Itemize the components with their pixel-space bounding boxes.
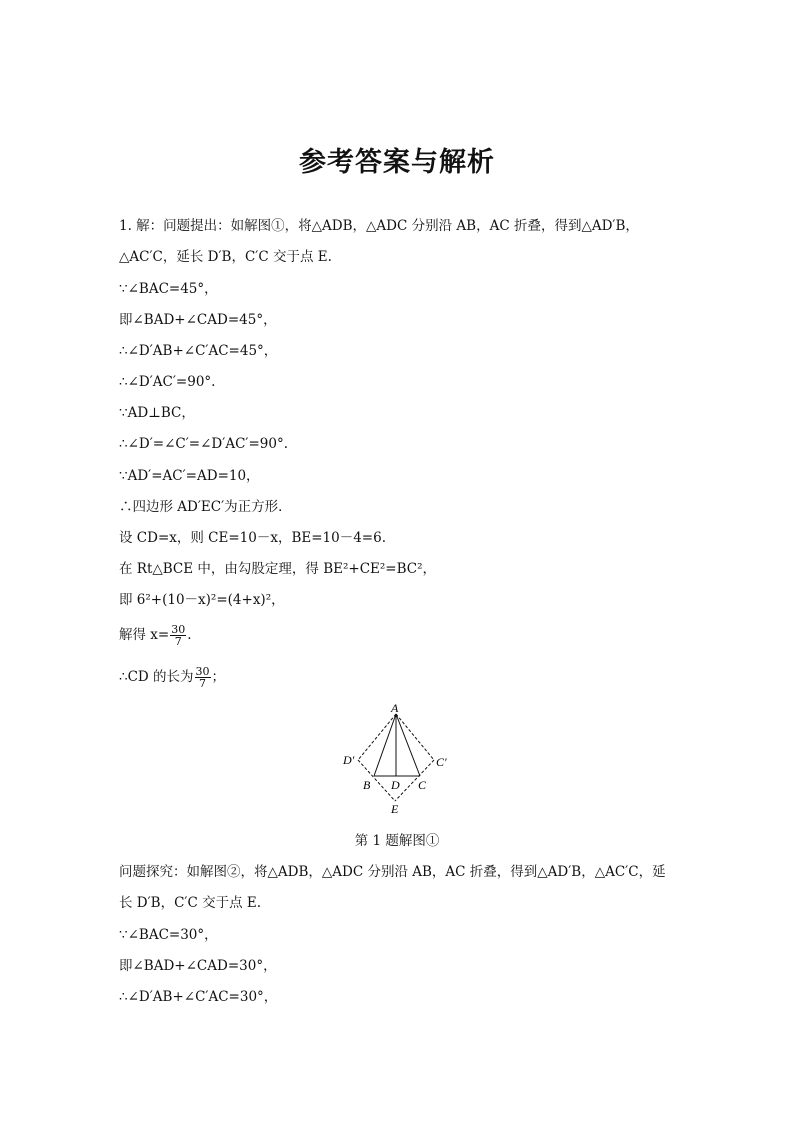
geometry-figure <box>340 700 460 820</box>
fraction-numerator: 30 <box>195 665 210 678</box>
edge-ab <box>374 714 396 776</box>
dashed-edge-ac-prime <box>396 714 434 760</box>
label-b: B <box>363 778 371 792</box>
label-c: C <box>418 778 427 792</box>
solution-line: 即 6²+(10－x)²=(4+x)²， <box>119 592 285 608</box>
solve-prefix: 解得 x= <box>119 627 170 643</box>
solve-line <box>119 624 192 647</box>
solution-line: 在 Rt△BCE 中，由勾股定理，得 BE²+CE²=BC²， <box>119 561 437 577</box>
fraction-numerator: 30 <box>171 623 186 636</box>
fraction <box>170 624 186 647</box>
label-e: E <box>391 802 399 816</box>
dashed-edge-c-prime-e <box>395 760 434 801</box>
label-a: A <box>391 701 399 715</box>
solution-line: 设 CD=x，则 CE=10－x，BE=10－4=6. <box>119 530 386 546</box>
solution-line: ∵AD⊥BC， <box>119 405 195 421</box>
label-d: D <box>391 778 400 792</box>
solution-line: ∴四边形 AD′EC′为正方形． <box>119 499 292 515</box>
solution-line: ∵∠BAC=45°， <box>119 281 218 297</box>
figure-caption: 第 1 题解图① <box>354 833 440 849</box>
solve-suffix: . <box>187 627 192 643</box>
page-title: 参考答案与解析 <box>299 147 495 178</box>
solution-line: ∴∠D′AB+∠C′AC=45°， <box>119 343 278 359</box>
fraction <box>195 666 211 689</box>
cd-suffix: ； <box>211 669 226 685</box>
solution-line: ∵AD′=AC′=AD=10， <box>119 468 260 484</box>
dashed-edge-ad-prime <box>358 714 396 760</box>
solution-line: ∵∠BAC=30°， <box>119 927 218 943</box>
solution-line: 长 D′B，C′C 交于点 E. <box>119 895 262 911</box>
label-c-prime: C′ <box>436 755 447 769</box>
edge-ac <box>396 714 420 776</box>
fraction-denominator: 7 <box>199 677 207 690</box>
solution-line: 即∠BAD+∠CAD=30°， <box>119 958 277 974</box>
solution-line: 1. 解：问题提出：如解图①，将△ADB，△ADC 分别沿 AB，AC 折叠，得到△AD′B， <box>119 218 639 234</box>
solution-line: 问题探究：如解图②，将△ADB，△ADC 分别沿 AB，AC 折叠，得到△AD′B，△AC′C，延 <box>119 864 666 880</box>
solution-line: ∴∠D′=∠C′=∠D′AC′=90°. <box>119 436 288 452</box>
cd-length-line <box>119 666 225 689</box>
solution-line: ∴∠D′AB+∠C′AC=30°， <box>119 989 278 1005</box>
solution-line: △AC′C，延长 D′B，C′C 交于点 E. <box>119 249 332 265</box>
label-d-prime: D′ <box>343 753 355 767</box>
solution-line: ∴∠D′AC′=90°. <box>119 374 216 390</box>
solution-line: 即∠BAD+∠CAD=45°， <box>119 312 277 328</box>
cd-prefix: ∴CD 的长为 <box>119 669 194 685</box>
fraction-denominator: 7 <box>174 635 182 648</box>
